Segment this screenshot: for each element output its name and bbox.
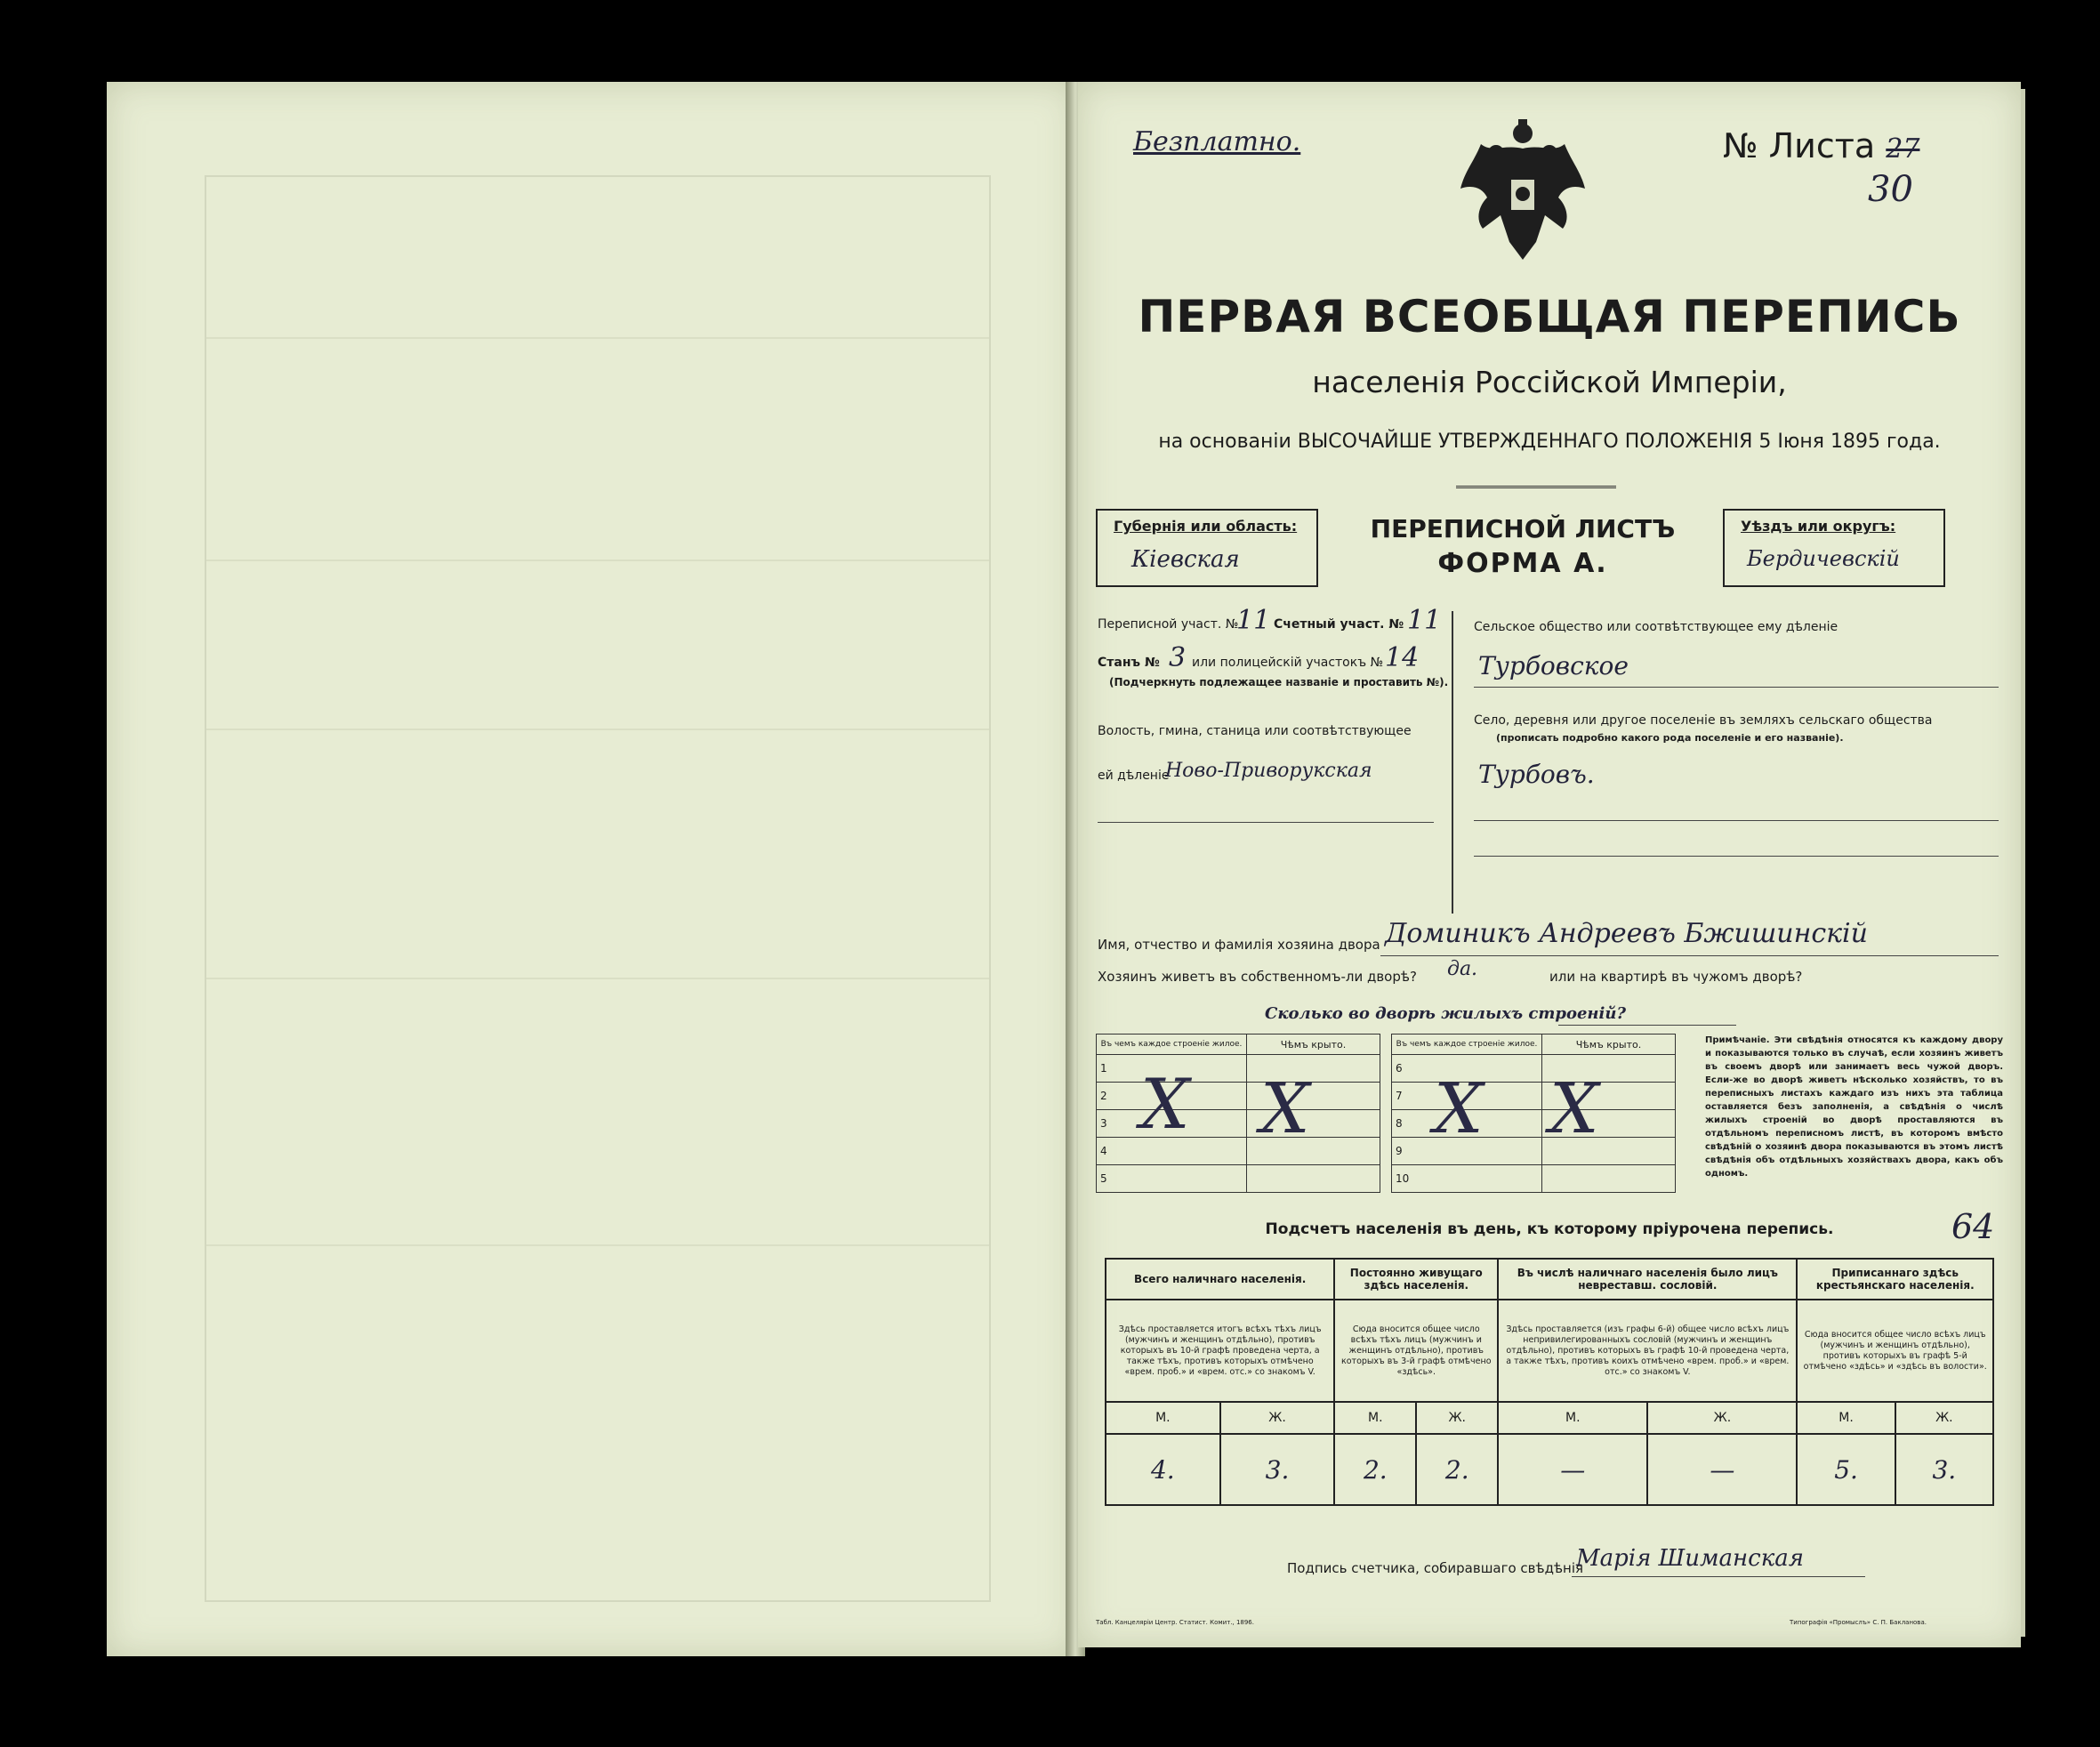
village-underline [1474, 820, 1999, 821]
pop-sex-f: Ж. [1220, 1402, 1335, 1434]
pop-sex-f: Ж. [1647, 1402, 1797, 1434]
double-headed-eagle-emblem [1456, 117, 1589, 264]
dwellings-table-left [1096, 1034, 1380, 1193]
village-value: Турбовъ. [1478, 760, 1595, 789]
pop-header-unprivileged: Въ числѣ наличнаго населенія было лицъ невреставш. сословій. [1498, 1259, 1797, 1300]
pop-header-resident: Постоянно живущаго здѣсь населенія. [1334, 1259, 1498, 1300]
police-label: или полицейскій участокъ № [1192, 656, 1384, 670]
society-label: Сельское общество или соотвѣтствующее ему дѣленіе [1474, 620, 1839, 634]
census-subtitle: населенія Россійской Имперіи, [1312, 365, 1787, 399]
census-title: ПЕРВАЯ ВСЕОБЩАЯ ПЕРЕПИСЬ [1138, 291, 1961, 342]
pop-header-peasant: Приписаннаго здѣсь крестьянскаго населенія. [1797, 1259, 1993, 1300]
pop-sex-f: Ж. [1895, 1402, 1993, 1434]
dwelling-row-number: 9 [1392, 1138, 1542, 1165]
pop-sex-m: М. [1498, 1402, 1647, 1434]
pop-header-total: Всего наличнаго населенія. [1106, 1259, 1334, 1300]
stan-value: 3 [1169, 642, 1187, 673]
stan-label: Станъ № [1098, 656, 1160, 670]
owner-lives-label: Хозяинъ живетъ въ собственномъ-ли дворѣ? [1098, 969, 1417, 985]
ornament-divider [1456, 486, 1616, 488]
dwelling-row-number: 10 [1392, 1165, 1542, 1193]
uezd-label: Уѣздъ или округъ: [1741, 518, 1896, 535]
perepis-uch-value: 11 [1236, 605, 1271, 636]
sheet-number-struck: 27 [1886, 133, 1920, 165]
pop-desc-resident: Сюда вносится общее число всѣхъ тѣхъ лицъ (мужчинъ и женщинъ отдѣльно), противъ которыхъ въ 3-й графѣ отмѣчено «здѣсь». [1334, 1300, 1498, 1402]
pop-sex-f: Ж. [1416, 1402, 1498, 1434]
dwellings-col-material: Въ чемъ каждое строеніе жилое. [1097, 1035, 1247, 1055]
pop-value: 5. [1797, 1434, 1895, 1505]
dwelling-row-number: 3 [1097, 1110, 1247, 1138]
village-label: Село, деревня или другое поселеніе въ земляхъ сельскаго общества [1474, 713, 1933, 728]
block-divider [1452, 611, 1453, 914]
dwellings-col-material: Въ чемъ каждое строеніе жилое. [1392, 1035, 1542, 1055]
pop-desc-peasant: Сюда вносится общее число всѣхъ лицъ (мужчинъ и женщинъ отдѣльно), противъ которыхъ въ графѣ 5-й отмѣчено «здѣсь» и «здѣсь въ волости». [1797, 1300, 1993, 1402]
pop-value: 3. [1895, 1434, 1993, 1505]
left-page [107, 82, 1076, 1656]
pop-value: — [1498, 1434, 1647, 1505]
printer-left: Табл. Канцеляріи Центр. Статист. Комит., 1896. [1096, 1619, 1254, 1626]
note-paragraph: Примѣчаніе. Эти свѣдѣнія относятся къ каждому двору и показываются только въ случаѣ, если хозяинъ живетъ въ своемъ дворѣ или занимаетъ весь чужой дворъ. Если-же во дворѣ живетъ нѣсколько хозяйствъ, то въ переписныхъ листахъ каждаго изъ нихъ эта таблица оставляется безъ заполненія, а свѣдѣнія о числѣ жилыхъ строеній во дворѣ проставляются въ отдѣльномъ переписномъ листѣ, въ которомъ вмѣсто свѣдѣній о хозяинѣ двора показываются въ этомъ листѣ свѣдѣнія объ отдѣльныхъ хозяйствахъ двора, какъ объ одномъ. [1705, 1035, 2003, 1179]
buildings-underline [1558, 1025, 1736, 1026]
perepis-uch-label: Переписной участ. № [1098, 617, 1239, 632]
dwelling-row-number: 8 [1392, 1110, 1542, 1138]
dwelling-row-number: 5 [1097, 1165, 1247, 1193]
sheet-number-label [1723, 126, 1919, 165]
volost-underline [1098, 822, 1434, 823]
dwellings-col-roof: Чѣмъ крыто. [1542, 1035, 1676, 1055]
dwelling-row-number: 2 [1097, 1083, 1247, 1110]
pop-value: 2. [1416, 1434, 1498, 1505]
gubernia-label: Губернія или область: [1114, 518, 1298, 535]
cross-mark: X [1260, 1069, 1310, 1149]
village-note: (прописать подробно какого рода поселеніе и его названіе). [1496, 732, 1844, 744]
police-value: 14 [1385, 642, 1420, 673]
population-table [1105, 1258, 1994, 1506]
signature-underline [1572, 1576, 1865, 1577]
printer-right: Типографія «Промыслъ» С. П. Бакланова. [1790, 1619, 1927, 1626]
pop-desc-unprivileged: Здѣсь проставляется (изъ графы 6-й) общее число всѣхъ лицъ непривилегированныхъ сословій (мужчинъ и женщинъ отдѣльно), противъ которыхъ въ графѣ 10-й проведена черта, а также тѣхъ, противъ коихъ отмѣчено «врем. проб.» и «врем. отс.» со знакомъ V. [1498, 1300, 1797, 1402]
cross-mark: X [1434, 1069, 1484, 1149]
cross-mark: X [1140, 1065, 1190, 1145]
schet-uch-value: 11 [1407, 605, 1442, 636]
volost-label-2: ей дѣленіе [1098, 769, 1170, 783]
dwelling-row-number: 7 [1392, 1083, 1542, 1110]
signature-label: Подпись счетчика, собиравшаго свѣдѣнія [1287, 1560, 1584, 1576]
form-letter: ФОРМА А. [1437, 548, 1608, 579]
dwelling-row-number: 1 [1097, 1055, 1247, 1083]
cross-mark: X [1549, 1069, 1599, 1149]
buildings-question: Сколько во дворѣ жилыхъ строеній? [1265, 1004, 1627, 1023]
pop-desc-total: Здѣсь проставляется итогъ всѣхъ тѣхъ лицъ (мужчинъ и женщинъ отдѣльно), противъ которыхъ въ 10-й графѣ проведена черта, а также тѣхъ, противъ которыхъ отмѣчено «врем. проб.» и «врем. отс.» со знакомъ V. [1106, 1300, 1334, 1402]
owner-name-underline [1380, 955, 1999, 956]
society-value: Турбовское [1478, 651, 1629, 680]
census-form-page [1078, 82, 2021, 1647]
pop-value: 2. [1334, 1434, 1416, 1505]
society-underline [1474, 687, 1999, 688]
dwelling-row-number: 4 [1097, 1138, 1247, 1165]
bleed-through-ruling [205, 175, 991, 1602]
pop-value: 3. [1220, 1434, 1335, 1505]
pop-value: — [1647, 1434, 1797, 1505]
owner-lives-value: да. [1447, 958, 1478, 980]
dwellings-col-roof: Чѣмъ крыто. [1247, 1035, 1380, 1055]
margin-mark: 64 [1951, 1207, 1995, 1246]
volost-label: Волость, гмина, станица или соотвѣтствующее [1098, 724, 1412, 738]
sheet-number-prefix: № Листа [1723, 126, 1876, 165]
pop-value: 4. [1106, 1434, 1220, 1505]
pop-sex-m: М. [1797, 1402, 1895, 1434]
population-caption: Подсчетъ населенія въ день, къ которому пріурочена перепись. [1265, 1220, 1834, 1238]
owner-name-label: Имя, отчество и фамилія хозяина двора [1098, 937, 1380, 953]
owner-lives-alt: или на квартирѣ въ чужомъ дворѣ? [1549, 969, 1803, 985]
gubernia-value: Кіевская [1131, 546, 1240, 573]
dwelling-row-number: 6 [1392, 1055, 1542, 1083]
free-label: Безплатно. [1133, 126, 1301, 157]
pop-sex-m: М. [1334, 1402, 1416, 1434]
schet-uch-label: Счетный участ. № [1274, 617, 1404, 632]
uezd-value: Бердичевскій [1747, 546, 1900, 571]
village-underline-2 [1474, 856, 1999, 857]
census-basis: на основаніи ВЫСОЧАЙШЕ УТВЕРЖДЕННАГО ПОЛОЖЕНІЯ 5 Іюня 1895 года. [1158, 431, 1941, 453]
pop-sex-m: М. [1106, 1402, 1220, 1434]
underline-note: (Подчеркнуть подлежащее названіе и проставить №). [1109, 676, 1449, 688]
sheet-number-value: 30 [1868, 169, 1913, 210]
form-title: ПЕРЕПИСНОЙ ЛИСТЪ [1370, 514, 1676, 543]
signature-value: Марія Шиманская [1576, 1545, 1804, 1572]
volost-value: Ново-Приворукская [1165, 760, 1372, 782]
owner-name-value: Доминикъ Андреевъ Бжишинскій [1385, 918, 1868, 949]
